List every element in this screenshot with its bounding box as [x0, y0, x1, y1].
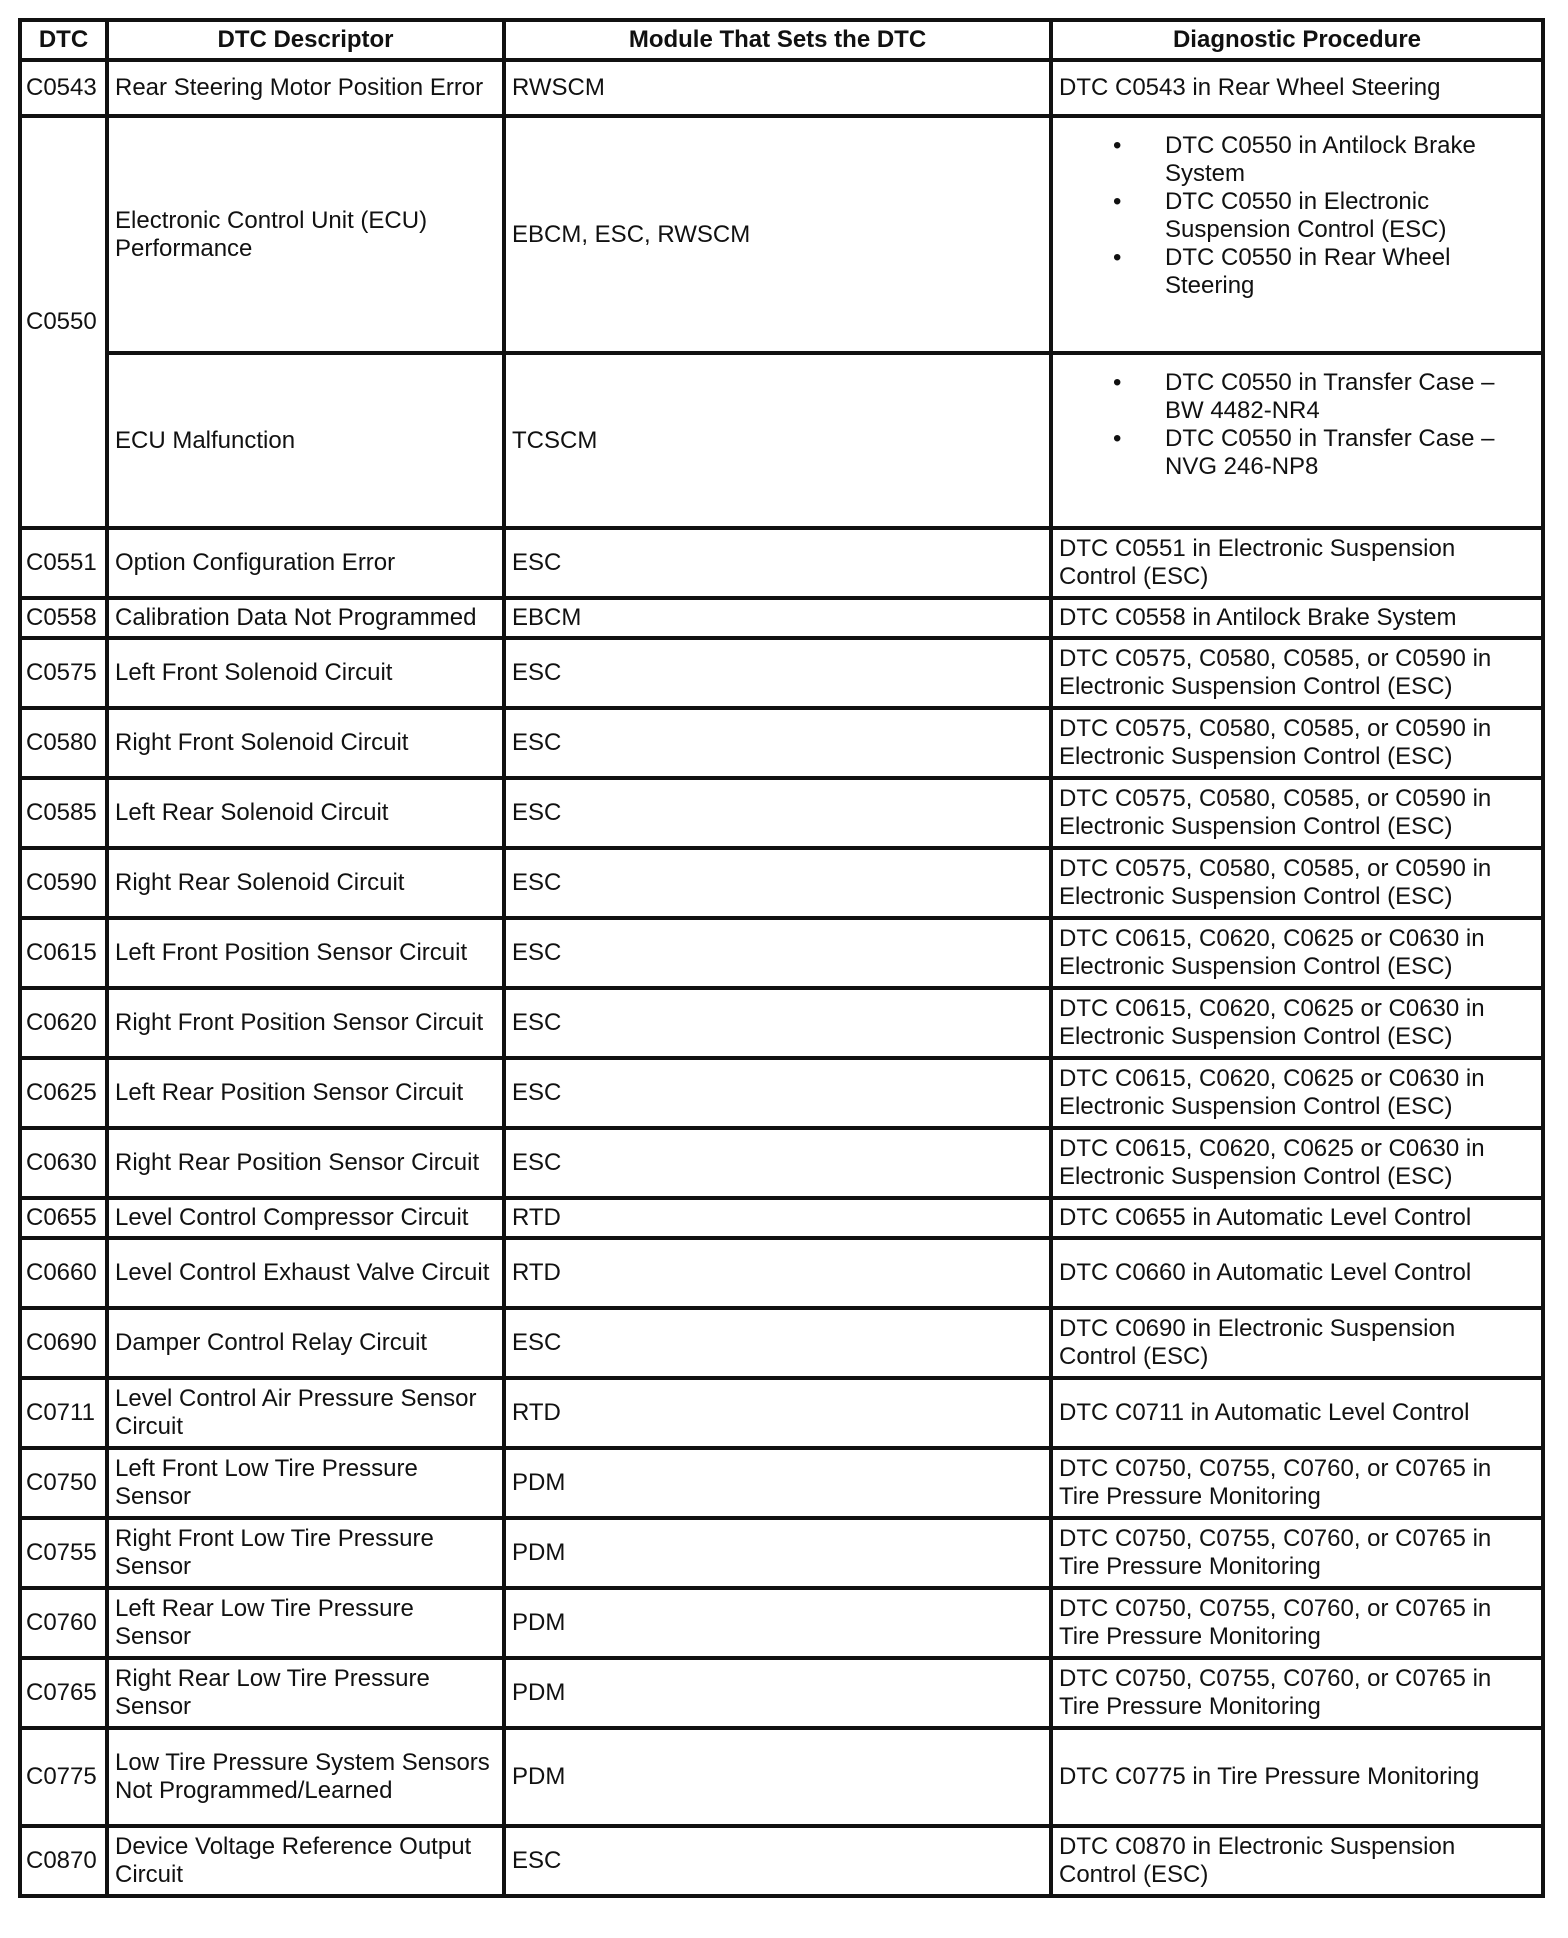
- dtc-descriptor: Level Control Air Pressure Sensor Circuit: [107, 1378, 504, 1448]
- dtc-descriptor: Option Configuration Error: [107, 528, 504, 598]
- procedure: DTC C0575, C0580, C0585, or C0590 in Electronic Suspension Control (ESC): [1051, 848, 1543, 918]
- dtc-code: C0690: [20, 1308, 107, 1378]
- procedure: DTC C0558 in Antilock Brake System: [1051, 598, 1543, 638]
- header-procedure: Diagnostic Procedure: [1051, 20, 1543, 60]
- table-row: [20, 1378, 1543, 1448]
- table-row: [20, 778, 1543, 848]
- module: ESC: [504, 778, 1051, 848]
- module: PDM: [504, 1448, 1051, 1518]
- module: TCSCM: [504, 353, 1051, 528]
- module: ESC: [504, 1826, 1051, 1896]
- table-row: [20, 598, 1543, 638]
- procedure: DTC C0750, C0755, C0760, or C0765 in Tire Pressure Monitoring: [1051, 1658, 1543, 1728]
- module: ESC: [504, 918, 1051, 988]
- dtc-descriptor: ECU Malfunction: [107, 353, 504, 528]
- header-dtc: DTC: [20, 20, 107, 60]
- dtc-descriptor: Left Front Solenoid Circuit: [107, 638, 504, 708]
- procedure: DTC C0750, C0755, C0760, or C0765 in Tire Pressure Monitoring: [1051, 1518, 1543, 1588]
- module: RWSCM: [504, 60, 1051, 116]
- procedure-list-item: • DTC C0550 in Electronic Suspension Control (ESC): [1165, 188, 1535, 244]
- dtc-code: C0775: [20, 1728, 107, 1826]
- dtc-descriptor: Right Rear Solenoid Circuit: [107, 848, 504, 918]
- dtc-code: C0550: [20, 116, 107, 528]
- table-row: [20, 848, 1543, 918]
- procedure: DTC C0615, C0620, C0625 or C0630 in Electronic Suspension Control (ESC): [1051, 1128, 1543, 1198]
- procedure: DTC C0690 in Electronic Suspension Control (ESC): [1051, 1308, 1543, 1378]
- table-row: [20, 1588, 1543, 1658]
- table-row: [20, 60, 1543, 116]
- dtc-descriptor: Damper Control Relay Circuit: [107, 1308, 504, 1378]
- dtc-descriptor: Left Front Low Tire Pressure Sensor: [107, 1448, 504, 1518]
- dtc-code: C0655: [20, 1198, 107, 1238]
- procedure: [1051, 353, 1543, 528]
- procedure-list: [1059, 369, 1535, 481]
- dtc-code: C0630: [20, 1128, 107, 1198]
- table-row: [20, 1128, 1543, 1198]
- module: ESC: [504, 988, 1051, 1058]
- procedure: DTC C0775 in Tire Pressure Monitoring: [1051, 1728, 1543, 1826]
- procedure: DTC C0870 in Electronic Suspension Control (ESC): [1051, 1826, 1543, 1896]
- procedure: DTC C0575, C0580, C0585, or C0590 in Electronic Suspension Control (ESC): [1051, 778, 1543, 848]
- module: ESC: [504, 708, 1051, 778]
- module: RTD: [504, 1378, 1051, 1448]
- module: ESC: [504, 528, 1051, 598]
- procedure: DTC C0711 in Automatic Level Control: [1051, 1378, 1543, 1448]
- table-row: [20, 1058, 1543, 1128]
- dtc-descriptor: Left Front Position Sensor Circuit: [107, 918, 504, 988]
- procedure: DTC C0543 in Rear Wheel Steering: [1051, 60, 1543, 116]
- module: RTD: [504, 1238, 1051, 1308]
- dtc-code: C0615: [20, 918, 107, 988]
- dtc-code: C0870: [20, 1826, 107, 1896]
- dtc-descriptor: Calibration Data Not Programmed: [107, 598, 504, 638]
- dtc-code: C0551: [20, 528, 107, 598]
- dtc-code: C0590: [20, 848, 107, 918]
- dtc-code: C0575: [20, 638, 107, 708]
- module: ESC: [504, 1058, 1051, 1128]
- table-row: [20, 1518, 1543, 1588]
- procedure: DTC C0615, C0620, C0625 or C0630 in Electronic Suspension Control (ESC): [1051, 988, 1543, 1058]
- table-row: [20, 1826, 1543, 1896]
- header-module: Module That Sets the DTC: [504, 20, 1051, 60]
- table-row: [20, 1238, 1543, 1308]
- table-row: [20, 918, 1543, 988]
- module: PDM: [504, 1658, 1051, 1728]
- dtc-code: C0765: [20, 1658, 107, 1728]
- dtc-descriptor: Right Rear Position Sensor Circuit: [107, 1128, 504, 1198]
- dtc-code: C0580: [20, 708, 107, 778]
- dtc-code: C0750: [20, 1448, 107, 1518]
- dtc-code: C0543: [20, 60, 107, 116]
- procedure: DTC C0655 in Automatic Level Control: [1051, 1198, 1543, 1238]
- module: EBCM, ESC, RWSCM: [504, 116, 1051, 353]
- procedure: DTC C0750, C0755, C0760, or C0765 in Tire Pressure Monitoring: [1051, 1588, 1543, 1658]
- module: PDM: [504, 1728, 1051, 1826]
- dtc-code: C0660: [20, 1238, 107, 1308]
- table-row: [20, 708, 1543, 778]
- table-row: [20, 528, 1543, 598]
- procedure-list-item: • DTC C0550 in Rear Wheel Steering: [1165, 244, 1535, 300]
- dtc-descriptor: Left Rear Low Tire Pressure Sensor: [107, 1588, 504, 1658]
- dtc-descriptor: Left Rear Position Sensor Circuit: [107, 1058, 504, 1128]
- module: ESC: [504, 848, 1051, 918]
- dtc-descriptor: Electronic Control Unit (ECU) Performance: [107, 116, 504, 353]
- module: RTD: [504, 1198, 1051, 1238]
- procedure: [1051, 116, 1543, 353]
- dtc-descriptor: Rear Steering Motor Position Error: [107, 60, 504, 116]
- module: ESC: [504, 1128, 1051, 1198]
- procedure: DTC C0551 in Electronic Suspension Control (ESC): [1051, 528, 1543, 598]
- dtc-code: C0711: [20, 1378, 107, 1448]
- dtc-code: C0558: [20, 598, 107, 638]
- table-row: [20, 1658, 1543, 1728]
- table-row: [20, 988, 1543, 1058]
- table-row: [20, 1728, 1543, 1826]
- procedure: DTC C0575, C0580, C0585, or C0590 in Electronic Suspension Control (ESC): [1051, 638, 1543, 708]
- procedure-list-item: • DTC C0550 in Transfer Case – BW 4482-NR4: [1165, 369, 1535, 425]
- module: ESC: [504, 638, 1051, 708]
- header-row: [20, 20, 1543, 60]
- dtc-code: C0620: [20, 988, 107, 1058]
- procedure: DTC C0615, C0620, C0625 or C0630 in Electronic Suspension Control (ESC): [1051, 1058, 1543, 1128]
- procedure-list: [1059, 132, 1535, 300]
- procedure: DTC C0750, C0755, C0760, or C0765 in Tire Pressure Monitoring: [1051, 1448, 1543, 1518]
- dtc-descriptor: Right Rear Low Tire Pressure Sensor: [107, 1658, 504, 1728]
- procedure-list-item: • DTC C0550 in Transfer Case – NVG 246-NP8: [1165, 425, 1535, 481]
- procedure: DTC C0660 in Automatic Level Control: [1051, 1238, 1543, 1308]
- dtc-code: C0625: [20, 1058, 107, 1128]
- dtc-descriptor: Right Front Low Tire Pressure Sensor: [107, 1518, 504, 1588]
- dtc-descriptor: Level Control Exhaust Valve Circuit: [107, 1238, 504, 1308]
- dtc-descriptor: Right Front Position Sensor Circuit: [107, 988, 504, 1058]
- table-row: [20, 116, 1543, 353]
- table-row: [20, 353, 1543, 528]
- module: PDM: [504, 1518, 1051, 1588]
- module: PDM: [504, 1588, 1051, 1658]
- table-row: [20, 1308, 1543, 1378]
- procedure: DTC C0575, C0580, C0585, or C0590 in Electronic Suspension Control (ESC): [1051, 708, 1543, 778]
- dtc-descriptor: Right Front Solenoid Circuit: [107, 708, 504, 778]
- dtc-descriptor: Device Voltage Reference Output Circuit: [107, 1826, 504, 1896]
- dtc-code: C0585: [20, 778, 107, 848]
- table-row: [20, 638, 1543, 708]
- table-row: [20, 1198, 1543, 1238]
- dtc-descriptor: Left Rear Solenoid Circuit: [107, 778, 504, 848]
- dtc-code: C0760: [20, 1588, 107, 1658]
- header-descriptor: DTC Descriptor: [107, 20, 504, 60]
- procedure: DTC C0615, C0620, C0625 or C0630 in Electronic Suspension Control (ESC): [1051, 918, 1543, 988]
- dtc-descriptor: Level Control Compressor Circuit: [107, 1198, 504, 1238]
- table-row: [20, 1448, 1543, 1518]
- dtc-table: [18, 18, 1545, 1898]
- module: ESC: [504, 1308, 1051, 1378]
- module: EBCM: [504, 598, 1051, 638]
- dtc-code: C0755: [20, 1518, 107, 1588]
- procedure-list-item: • DTC C0550 in Antilock Brake System: [1165, 132, 1535, 188]
- dtc-descriptor: Low Tire Pressure System Sensors Not Programmed/Learned: [107, 1728, 504, 1826]
